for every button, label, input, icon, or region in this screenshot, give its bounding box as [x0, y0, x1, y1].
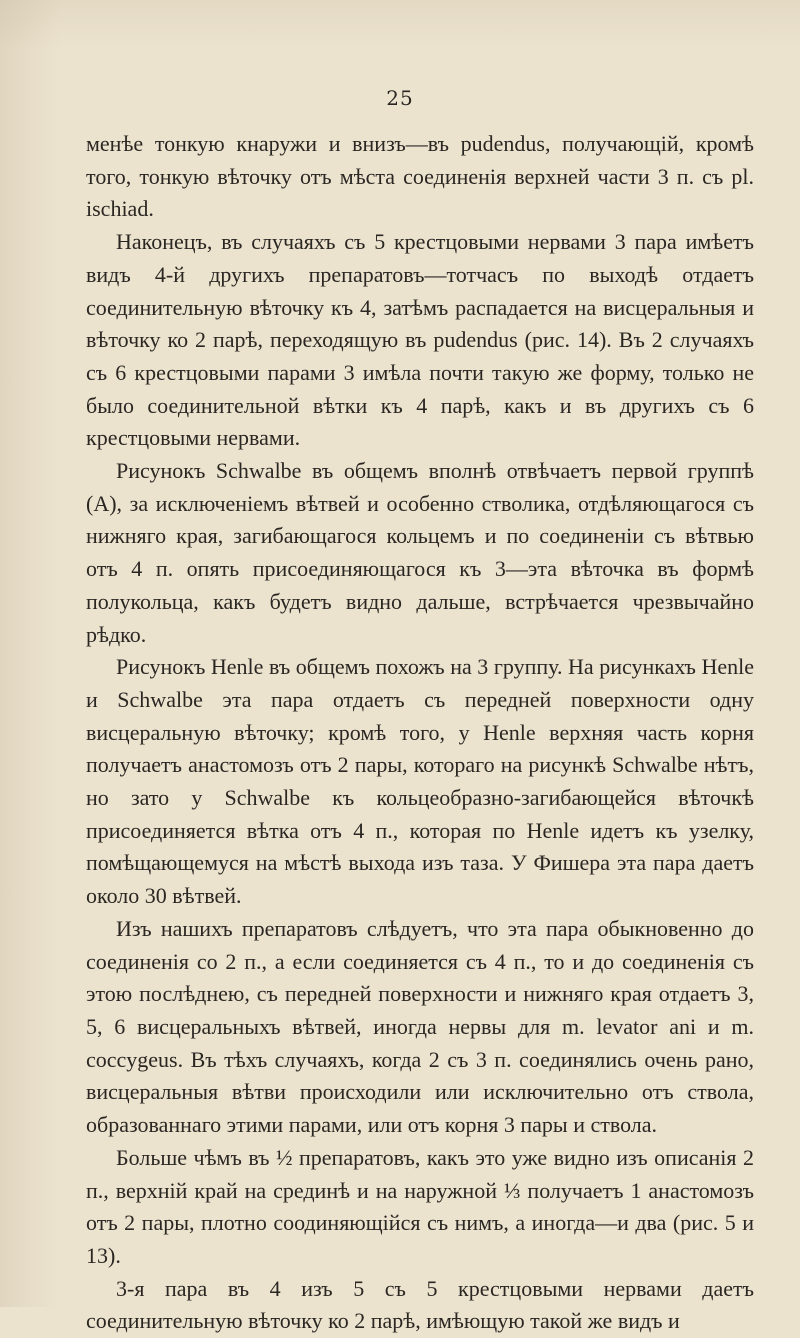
page-number: 25 — [386, 86, 414, 110]
paragraph-1: менѣе тонкую кнаружи и внизъ—въ pudendus, получающій, кромѣ того, тонкую вѣточку отъ мѣста соединенія верхней части 3 п. съ pl. ischiad. — [86, 131, 754, 222]
paragraph-6: Больше чѣмъ въ ½ препаратовъ, какъ это уже видно изъ описанія 2 п., верхній край на срединѣ и на наружной ⅓ получаетъ 1 анастомозъ отъ 2 пары, плотно соодиняющійся съ нимъ, а иногда—и два (рис. 5 и 13). — [86, 1144, 754, 1268]
paragraph-2: Наконецъ, въ случаяхъ съ 5 крестцовыми нервами 3 пара имѣетъ видъ 4-й другихъ препаратовъ—тотчасъ по выходѣ отдаетъ соединительную вѣточку къ 4, затѣмъ распадается на висцеральныя и вѣточку ко 2 парѣ, переходящую въ pudendus (рис. 14). Въ 2 случаяхъ съ 6 крестцовыми парами 3 имѣла почти такую же форму, только не было соединительной вѣтки къ 4 парѣ, какъ и въ другихъ съ 6 крестцовыми нервами. — [86, 229, 754, 451]
paragraph-5: Изъ нашихъ препаратовъ слѣдуетъ, что эта пара обыкновенно до соединенія со 2 п., а если соединяется съ 4 п., то и до соединенія съ этою послѣднею, съ передней поверхности и нижняго края отдаетъ 3, 5, 6 висцеральныхъ вѣтвей, иногда нервы для m. levator ani и m. coccygeus. Въ тѣхъ случаяхъ, когда 2 съ 3 п. соединялись очень рано, висцеральныя вѣтви происходили или исключительно отъ ствола, образованнаго этими парами, или отъ корня 3 пары и ствола. — [86, 915, 754, 1138]
paragraph-3: Рисунокъ Schwalbe въ общемъ вполнѣ отвѣчаетъ первой группѣ (А), за исключеніемъ вѣтвей и особенно стволика, отдѣляющагося съ нижняго края, загибающагося кольцемъ и по соединеніи съ вѣтвью отъ 4 п. опять присоединяющагося къ 3—эта вѣточка въ формѣ полукольца, какъ будетъ видно дальше, встрѣчается чрезвычайно рѣдко. — [86, 458, 754, 647]
paragraph-7: 3-я пара въ 4 изъ 5 съ 5 крестцовыми нервами даетъ соединительную вѣточку ко 2 парѣ, имѣющую такой же видъ и — [86, 1275, 754, 1334]
body-text — [86, 128, 754, 1338]
paragraph-4: Рисунокъ Henle въ общемъ похожъ на 3 группу. На рисункахъ Henle и Schwalbe эта пара отдаетъ съ передней поверхности одну висцеральную вѣточку; кромѣ того, у Henle верхняя часть корня получаетъ анастомозъ отъ 2 пары, котораго на рисункѣ Schwalbe нѣтъ, но зато у Schwalbe къ кольцеобразно-загибающейся вѣточкѣ присоединяется вѣтка отъ 4 п., которая по Henle идетъ къ узелку, помѣщающемуся на мѣстѣ выхода изъ таза. У Фишера эта пара даетъ около 30 вѣтвей. — [86, 654, 754, 909]
